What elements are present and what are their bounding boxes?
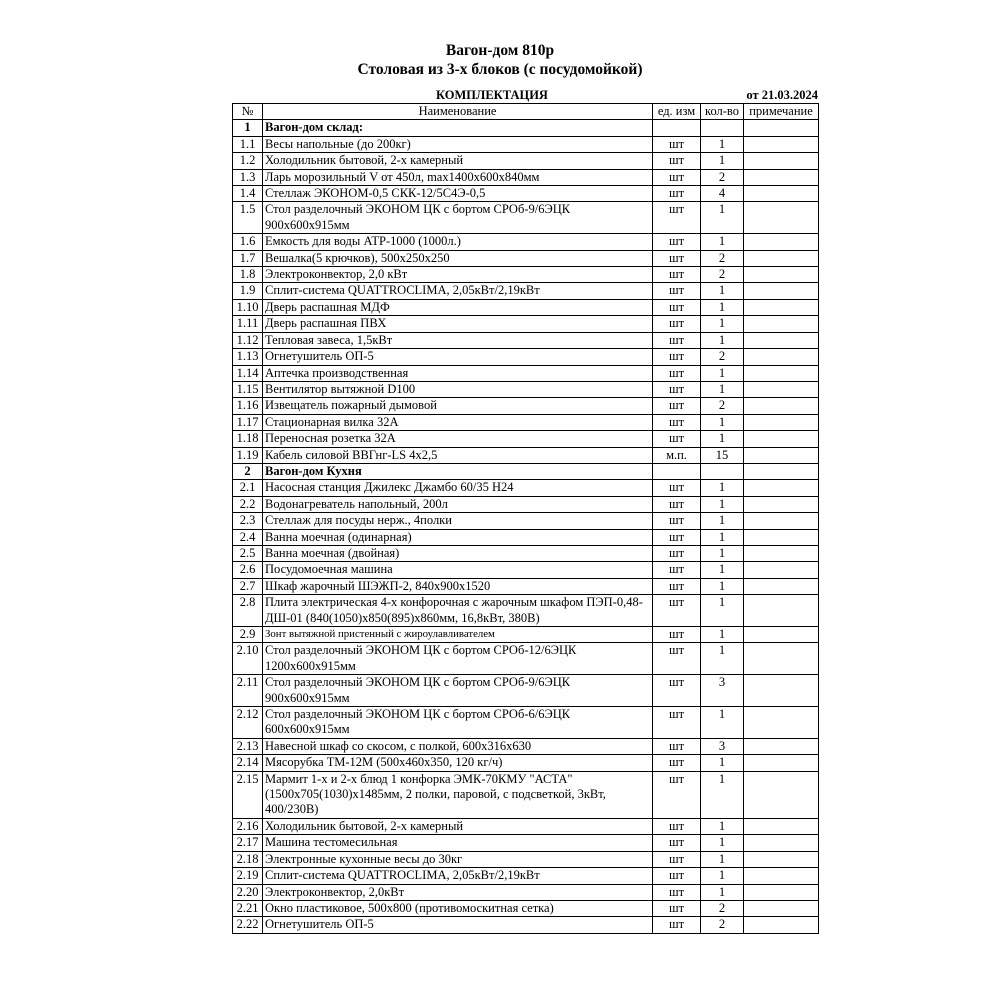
note-cell xyxy=(744,250,819,266)
unit-cell: шт xyxy=(653,562,701,578)
quantity-cell: 2 xyxy=(701,917,744,933)
item-name: Весы напольные (до 200кг) xyxy=(263,136,653,152)
item-name: Извещатель пожарный дымовой xyxy=(263,398,653,414)
row-number: 1.14 xyxy=(233,365,263,381)
row-number: 2.8 xyxy=(233,595,263,627)
unit-cell: шт xyxy=(653,234,701,250)
row-number: 2.6 xyxy=(233,562,263,578)
table-row xyxy=(233,771,819,818)
note-cell xyxy=(744,398,819,414)
quantity-cell: 4 xyxy=(701,186,744,202)
unit-cell: шт xyxy=(653,771,701,818)
table-row xyxy=(233,900,819,916)
item-name: Окно пластиковое, 500х800 (противомоскитная сетка) xyxy=(263,900,653,916)
row-number: 2.21 xyxy=(233,900,263,916)
item-name: Дверь распашная МДФ xyxy=(263,299,653,315)
quantity-cell xyxy=(701,463,744,479)
table-row xyxy=(233,136,819,152)
table-row xyxy=(233,283,819,299)
unit-cell: шт xyxy=(653,835,701,851)
table-row xyxy=(233,818,819,834)
note-cell xyxy=(744,818,819,834)
row-number: 1.12 xyxy=(233,332,263,348)
unit-cell: шт xyxy=(653,675,701,707)
item-name: Вагон-дом склад: xyxy=(263,120,653,136)
table-row xyxy=(233,447,819,463)
item-name: Вагон-дом Кухня xyxy=(263,463,653,479)
column-header-unit: ед. изм xyxy=(653,104,701,120)
note-cell xyxy=(744,835,819,851)
table-row xyxy=(233,835,819,851)
row-number: 1 xyxy=(233,120,263,136)
document-date: от 21.03.2024 xyxy=(746,88,818,102)
quantity-cell: 1 xyxy=(701,480,744,496)
note-cell xyxy=(744,120,819,136)
row-number: 2.14 xyxy=(233,755,263,771)
equipment-table xyxy=(232,103,819,934)
note-cell xyxy=(744,513,819,529)
table-row xyxy=(233,755,819,771)
note-cell xyxy=(744,900,819,916)
note-cell xyxy=(744,851,819,867)
note-cell xyxy=(744,755,819,771)
quantity-cell: 1 xyxy=(701,431,744,447)
note-cell xyxy=(744,707,819,739)
unit-cell: шт xyxy=(653,480,701,496)
note-cell xyxy=(744,884,819,900)
item-name: Вешалка(5 крючков), 500х250х250 xyxy=(263,250,653,266)
item-name: Плита электрическая 4-х конфорочная с жарочным шкафом ПЭП-0,48-ДШ-01 (840(1050)х850(895)х860мм, 16,8кВт, 380В) xyxy=(263,595,653,627)
note-cell xyxy=(744,414,819,430)
row-number: 2.1 xyxy=(233,480,263,496)
unit-cell: шт xyxy=(653,398,701,414)
section-heading: КОМПЛЕКТАЦИЯ xyxy=(436,88,548,102)
quantity-cell: 1 xyxy=(701,707,744,739)
table-body xyxy=(233,120,819,933)
unit-cell: шт xyxy=(653,431,701,447)
table-row xyxy=(233,332,819,348)
quantity-cell: 1 xyxy=(701,818,744,834)
table-row xyxy=(233,707,819,739)
item-name: Кабель силовой ВВГнг-LS 4х2,5 xyxy=(263,447,653,463)
quantity-cell: 1 xyxy=(701,202,744,234)
item-name: Зонт вытяжной пристенный с жироулавливателем xyxy=(263,627,653,643)
unit-cell xyxy=(653,463,701,479)
unit-cell: шт xyxy=(653,153,701,169)
section-row xyxy=(233,120,819,136)
quantity-cell: 1 xyxy=(701,365,744,381)
table-row xyxy=(233,234,819,250)
row-number: 2.3 xyxy=(233,513,263,529)
quantity-cell: 1 xyxy=(701,299,744,315)
unit-cell: шт xyxy=(653,868,701,884)
unit-cell: шт xyxy=(653,818,701,834)
table-header-row xyxy=(233,104,819,120)
quantity-cell: 2 xyxy=(701,900,744,916)
row-number: 1.3 xyxy=(233,169,263,185)
quantity-cell: 1 xyxy=(701,851,744,867)
note-cell xyxy=(744,675,819,707)
row-number: 1.16 xyxy=(233,398,263,414)
note-cell xyxy=(744,447,819,463)
row-number: 1.1 xyxy=(233,136,263,152)
note-cell xyxy=(744,136,819,152)
quantity-cell: 1 xyxy=(701,884,744,900)
note-cell xyxy=(744,529,819,545)
row-number: 2.10 xyxy=(233,643,263,675)
quantity-cell: 1 xyxy=(701,562,744,578)
unit-cell: шт xyxy=(653,283,701,299)
unit-cell: шт xyxy=(653,738,701,754)
unit-cell: шт xyxy=(653,202,701,234)
item-name: Сплит-система QUATTROCLIMA, 2,05кВт/2,19кВт xyxy=(263,283,653,299)
table-row xyxy=(233,562,819,578)
column-header-name: Наименование xyxy=(263,104,653,120)
unit-cell: шт xyxy=(653,299,701,315)
table-row xyxy=(233,529,819,545)
unit-cell: шт xyxy=(653,513,701,529)
table-row xyxy=(233,169,819,185)
note-cell xyxy=(744,496,819,512)
unit-cell: шт xyxy=(653,267,701,283)
unit-cell: шт xyxy=(653,851,701,867)
item-name: Мясорубка ТМ-12М (500х460х350, 120 кг/ч) xyxy=(263,755,653,771)
item-name: Холодильник бытовой, 2-х камерный xyxy=(263,818,653,834)
row-number: 1.4 xyxy=(233,186,263,202)
table-row xyxy=(233,545,819,561)
item-name: Стеллаж ЭКОНОМ-0,5 СКК-12/5С4Э-0,5 xyxy=(263,186,653,202)
unit-cell: шт xyxy=(653,349,701,365)
note-cell xyxy=(744,578,819,594)
note-cell xyxy=(744,627,819,643)
table-row xyxy=(233,884,819,900)
item-name: Электроконвектор, 2,0 кВт xyxy=(263,267,653,283)
table-row xyxy=(233,917,819,933)
unit-cell: шт xyxy=(653,250,701,266)
unit-cell: шт xyxy=(653,755,701,771)
row-number: 2.12 xyxy=(233,707,263,739)
row-number: 2.5 xyxy=(233,545,263,561)
row-number: 2.15 xyxy=(233,771,263,818)
table-row xyxy=(233,414,819,430)
table-row xyxy=(233,868,819,884)
note-cell xyxy=(744,234,819,250)
quantity-cell: 1 xyxy=(701,283,744,299)
quantity-cell: 1 xyxy=(701,835,744,851)
quantity-cell: 1 xyxy=(701,381,744,397)
row-number: 2.4 xyxy=(233,529,263,545)
unit-cell: шт xyxy=(653,900,701,916)
table-row xyxy=(233,381,819,397)
note-cell xyxy=(744,738,819,754)
note-cell xyxy=(744,381,819,397)
quantity-cell: 1 xyxy=(701,414,744,430)
item-name: Аптечка производственная xyxy=(263,365,653,381)
row-number: 1.2 xyxy=(233,153,263,169)
quantity-cell: 1 xyxy=(701,755,744,771)
quantity-cell: 1 xyxy=(701,529,744,545)
item-name: Емкость для воды АТР-1000 (1000л.) xyxy=(263,234,653,250)
item-name: Посудомоечная машина xyxy=(263,562,653,578)
quantity-cell: 3 xyxy=(701,738,744,754)
quantity-cell: 1 xyxy=(701,545,744,561)
note-cell xyxy=(744,643,819,675)
item-name: Насосная станция Джилекс Джамбо 60/35 Н24 xyxy=(263,480,653,496)
item-name: Огнетушитель ОП-5 xyxy=(263,349,653,365)
row-number: 2.7 xyxy=(233,578,263,594)
note-cell xyxy=(744,431,819,447)
unit-cell: м.п. xyxy=(653,447,701,463)
item-name: Тепловая завеса, 1,5кВт xyxy=(263,332,653,348)
table-row xyxy=(233,365,819,381)
quantity-cell: 1 xyxy=(701,643,744,675)
row-number: 1.13 xyxy=(233,349,263,365)
table-row xyxy=(233,480,819,496)
unit-cell: шт xyxy=(653,381,701,397)
column-header-note: примечание xyxy=(744,104,819,120)
unit-cell: шт xyxy=(653,643,701,675)
unit-cell: шт xyxy=(653,136,701,152)
row-number: 1.10 xyxy=(233,299,263,315)
section-row xyxy=(233,463,819,479)
note-cell xyxy=(744,868,819,884)
note-cell xyxy=(744,332,819,348)
section-header xyxy=(232,88,818,103)
table-row xyxy=(233,299,819,315)
quantity-cell: 1 xyxy=(701,332,744,348)
row-number: 1.19 xyxy=(233,447,263,463)
note-cell xyxy=(744,771,819,818)
unit-cell: шт xyxy=(653,884,701,900)
note-cell xyxy=(744,463,819,479)
row-number: 1.8 xyxy=(233,267,263,283)
table-row xyxy=(233,153,819,169)
row-number: 1.5 xyxy=(233,202,263,234)
row-number: 2.13 xyxy=(233,738,263,754)
row-number: 1.9 xyxy=(233,283,263,299)
quantity-cell: 2 xyxy=(701,398,744,414)
note-cell xyxy=(744,169,819,185)
quantity-cell: 1 xyxy=(701,578,744,594)
table-row xyxy=(233,349,819,365)
item-name: Стол разделочный ЭКОНОМ ЦК с бортом СРОб-9/6ЭЦК 900х600х915мм xyxy=(263,202,653,234)
unit-cell xyxy=(653,120,701,136)
note-cell xyxy=(744,917,819,933)
row-number: 2 xyxy=(233,463,263,479)
row-number: 1.11 xyxy=(233,316,263,332)
item-name: Навесной шкаф со скосом, с полкой, 600х316х630 xyxy=(263,738,653,754)
table-row xyxy=(233,267,819,283)
quantity-cell: 2 xyxy=(701,250,744,266)
note-cell xyxy=(744,202,819,234)
item-name: Стационарная вилка 32А xyxy=(263,414,653,430)
row-number: 1.15 xyxy=(233,381,263,397)
note-cell xyxy=(744,595,819,627)
document-subtitle: Столовая из 3-х блоков (с посудомойкой) xyxy=(357,61,643,78)
quantity-cell: 15 xyxy=(701,447,744,463)
quantity-cell: 1 xyxy=(701,627,744,643)
unit-cell: шт xyxy=(653,545,701,561)
note-cell xyxy=(744,283,819,299)
table-row xyxy=(233,316,819,332)
note-cell xyxy=(744,480,819,496)
unit-cell: шт xyxy=(653,414,701,430)
item-name: Переносная розетка 32А xyxy=(263,431,653,447)
row-number: 1.6 xyxy=(233,234,263,250)
unit-cell: шт xyxy=(653,169,701,185)
item-name: Огнетушитель ОП-5 xyxy=(263,917,653,933)
item-name: Ларь морозильный V от 450л, max1400x600x840мм xyxy=(263,169,653,185)
table-row xyxy=(233,513,819,529)
unit-cell: шт xyxy=(653,529,701,545)
row-number: 2.19 xyxy=(233,868,263,884)
note-cell xyxy=(744,186,819,202)
table-row xyxy=(233,643,819,675)
row-number: 1.18 xyxy=(233,431,263,447)
row-number: 2.9 xyxy=(233,627,263,643)
row-number: 2.22 xyxy=(233,917,263,933)
table-row xyxy=(233,496,819,512)
item-name: Мармит 1-х и 2-х блюд 1 конфорка ЭМК-70КМУ "АСТА" (1500х705(1030)х1485мм, 2 полки, паровой, с подсветкой, 3кВт, 400/230В) xyxy=(263,771,653,818)
item-name: Стол разделочный ЭКОНОМ ЦК с бортом СРОб-6/6ЭЦК 600х600х915мм xyxy=(263,707,653,739)
quantity-cell: 1 xyxy=(701,136,744,152)
item-name: Электронные кухонные весы до 30кг xyxy=(263,851,653,867)
item-name: Дверь распашная ПВХ xyxy=(263,316,653,332)
item-name: Стол разделочный ЭКОНОМ ЦК с бортом СРОб-12/6ЭЦК 1200х600х915мм xyxy=(263,643,653,675)
unit-cell: шт xyxy=(653,578,701,594)
item-name: Холодильник бытовой, 2-х камерный xyxy=(263,153,653,169)
item-name: Сплит-система QUATTROCLIMA, 2,05кВт/2,19кВт xyxy=(263,868,653,884)
quantity-cell: 1 xyxy=(701,234,744,250)
row-number: 1.17 xyxy=(233,414,263,430)
note-cell xyxy=(744,349,819,365)
item-name: Шкаф жарочный ШЭЖП-2, 840х900х1520 xyxy=(263,578,653,594)
unit-cell: шт xyxy=(653,707,701,739)
note-cell xyxy=(744,545,819,561)
quantity-cell: 1 xyxy=(701,513,744,529)
quantity-cell: 2 xyxy=(701,267,744,283)
note-cell xyxy=(744,316,819,332)
row-number: 2.16 xyxy=(233,818,263,834)
quantity-cell xyxy=(701,120,744,136)
quantity-cell: 1 xyxy=(701,595,744,627)
item-name: Стол разделочный ЭКОНОМ ЦК с бортом СРОб-9/6ЭЦК 900х600х915мм xyxy=(263,675,653,707)
item-name: Ванна моечная (одинарная) xyxy=(263,529,653,545)
note-cell xyxy=(744,299,819,315)
quantity-cell: 1 xyxy=(701,771,744,818)
note-cell xyxy=(744,267,819,283)
item-name: Машина тестомесильная xyxy=(263,835,653,851)
row-number: 2.18 xyxy=(233,851,263,867)
row-number: 1.7 xyxy=(233,250,263,266)
table-row xyxy=(233,578,819,594)
table-row xyxy=(233,595,819,627)
table-row xyxy=(233,398,819,414)
unit-cell: шт xyxy=(653,186,701,202)
note-cell xyxy=(744,153,819,169)
table-row xyxy=(233,738,819,754)
column-header-number: № xyxy=(233,104,263,120)
row-number: 2.2 xyxy=(233,496,263,512)
unit-cell: шт xyxy=(653,496,701,512)
quantity-cell: 3 xyxy=(701,675,744,707)
table-row xyxy=(233,250,819,266)
item-name: Ванна моечная (двойная) xyxy=(263,545,653,561)
quantity-cell: 1 xyxy=(701,868,744,884)
unit-cell: шт xyxy=(653,316,701,332)
quantity-cell: 1 xyxy=(701,153,744,169)
table-row xyxy=(233,627,819,643)
unit-cell: шт xyxy=(653,332,701,348)
table-row xyxy=(233,675,819,707)
item-name: Вентилятор вытяжной D100 xyxy=(263,381,653,397)
row-number: 2.17 xyxy=(233,835,263,851)
unit-cell: шт xyxy=(653,595,701,627)
unit-cell: шт xyxy=(653,627,701,643)
quantity-cell: 1 xyxy=(701,316,744,332)
unit-cell: шт xyxy=(653,917,701,933)
quantity-cell: 2 xyxy=(701,349,744,365)
item-name: Электроконвектор, 2,0кВт xyxy=(263,884,653,900)
column-header-quantity: кол-во xyxy=(701,104,744,120)
table-row xyxy=(233,851,819,867)
document-title: Вагон-дом 810р xyxy=(445,42,555,59)
row-number: 2.20 xyxy=(233,884,263,900)
note-cell xyxy=(744,365,819,381)
item-name: Водонагреватель напольный, 200л xyxy=(263,496,653,512)
note-cell xyxy=(744,562,819,578)
table-row xyxy=(233,431,819,447)
table-row xyxy=(233,186,819,202)
quantity-cell: 1 xyxy=(701,496,744,512)
quantity-cell: 2 xyxy=(701,169,744,185)
table-row xyxy=(233,202,819,234)
row-number: 2.11 xyxy=(233,675,263,707)
unit-cell: шт xyxy=(653,365,701,381)
item-name: Стеллаж для посуды нерж., 4полки xyxy=(263,513,653,529)
